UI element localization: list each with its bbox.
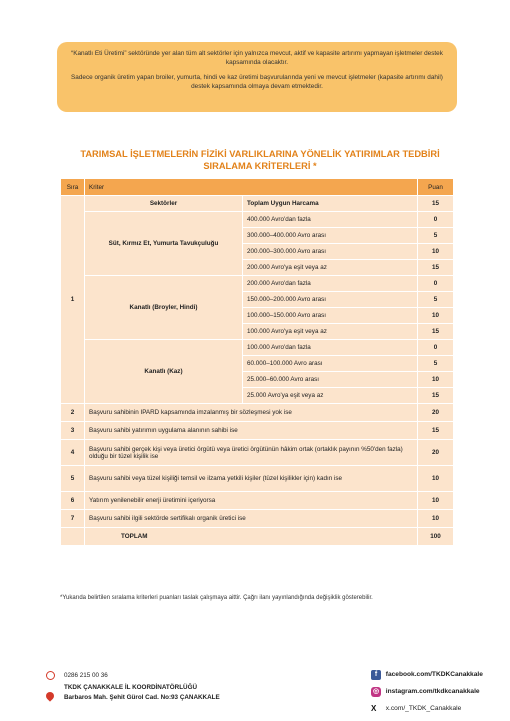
table-row	[61, 466, 454, 492]
row-score: 20	[418, 440, 454, 466]
notice-paragraph-2: Sadece organik üretim yapan broiler, yumurta, hindi ve kaz üretimi başvurularında yeni ve mevcut işletmeler (kapasite artırımı dahil) destek kapsamında olmaya devam etmektedir.	[71, 74, 443, 90]
social-links	[371, 670, 483, 721]
expense-range: 60.000–100.000 Avro arası	[243, 356, 418, 372]
range-score: 0	[418, 212, 454, 228]
document-title	[60, 148, 460, 172]
row-number: 7	[61, 510, 85, 528]
footer	[0, 660, 510, 721]
sector-name: Süt, Kırmız Et, Yumurta Tavukçuluğu	[85, 212, 243, 276]
table-row	[61, 492, 454, 510]
expense-range: 200.000 Avro'ya eşit veya az	[243, 260, 418, 276]
sector-name: Kanatlı (Kaz)	[85, 340, 243, 404]
table-row	[61, 422, 454, 440]
criterion-text: Başvuru sahibi yatırımın uygulama alanının sahibi ise	[85, 422, 418, 440]
address: Barbaros Mah. Şehit Gürol Cad. No:93 ÇANAKKALE	[64, 694, 220, 701]
phone-number: 0286 215 00 36	[64, 672, 108, 679]
row-number: 4	[61, 440, 85, 466]
x-icon: X	[371, 704, 377, 713]
expense-range: 100.000–150.000 Avro arası	[243, 308, 418, 324]
range-score: 15	[418, 324, 454, 340]
range-score: 5	[418, 356, 454, 372]
footnote: *Yukarıda belirtilen sıralama kriterleri puanları taslak çalışmaya aittir. Çağrı ilanı yayınlandığında değişiklik gösterebilir.	[60, 595, 373, 601]
criterion-text: Başvuru sahibi ilgili sektörde sertifikalı organik üretici ise	[85, 510, 418, 528]
expense-range: 100.000 Avro'dan fazla	[243, 340, 418, 356]
expense-range: 150.000–200.000 Avro arası	[243, 292, 418, 308]
row-number: 1	[61, 196, 85, 404]
criterion-text: Başvuru sahibi gerçek kişi veya üretici örgütü veya üretici örgütünün hâkim ortak (ortaklık payının %50'den fazla) olduğu bir tüzel kişilik ise	[85, 440, 418, 466]
expense-range: 200.000–300.000 Avro arası	[243, 244, 418, 260]
header-sira: Sıra	[61, 179, 85, 196]
expense-range: 100.000 Avro'ya eşit veya az	[243, 324, 418, 340]
range-score: 10	[418, 308, 454, 324]
row-score: 10	[418, 466, 454, 492]
title-line-2: SIRALAMA KRİTERLERİ *	[203, 161, 317, 171]
x-link[interactable]	[371, 704, 483, 721]
criterion-text: Yatırım yenilenebilir enerji üretimini içeriyorsa	[85, 492, 418, 510]
instagram-handle: instagram.com/tkdkcanakkale	[385, 688, 480, 695]
table-row	[61, 404, 454, 422]
title-line-1: TARIMSAL İŞLETMELERİN FİZİKİ VARLIKLARINA YÖNELİK YATIRIMLAR TEDBİRİ	[80, 149, 440, 159]
range-score: 5	[418, 292, 454, 308]
expense-range: 200.000 Avro'dan fazla	[243, 276, 418, 292]
notice-paragraph-1: “Kanatlı Eti Üretimi” sektöründe yer alan tüm alt sektörler için yalnızca mevcut, aktif ve kapasite artırımı yapmayan işletmeler destek kapsamında olacaktır.	[71, 50, 443, 66]
row-number: 5	[61, 466, 85, 492]
phone-row	[48, 670, 220, 682]
row-number: 6	[61, 492, 85, 510]
notice-box	[57, 42, 457, 112]
facebook-link[interactable]	[371, 670, 483, 687]
expense-range: 300.000–400.000 Avro arası	[243, 228, 418, 244]
table-row	[61, 528, 454, 546]
row-score: 10	[418, 510, 454, 528]
header-puan: Puan	[418, 179, 454, 196]
instagram-icon: ◎	[372, 688, 380, 695]
range-score: 10	[418, 372, 454, 388]
total-label: TOPLAM	[85, 528, 418, 546]
sector-header: Sektörler	[85, 196, 243, 212]
row-score: 15	[418, 196, 454, 212]
facebook-icon: f	[371, 670, 381, 680]
facebook-handle: facebook.com/TKDKCanakkale	[385, 671, 483, 678]
range-score: 5	[418, 228, 454, 244]
table-header-row	[61, 179, 454, 196]
range-score: 15	[418, 388, 454, 404]
expense-range: 25.000 Avro'ya eşit veya az	[243, 388, 418, 404]
table-row	[61, 340, 454, 356]
address-row	[48, 692, 220, 704]
table-row	[61, 510, 454, 528]
instagram-link[interactable]	[371, 687, 483, 704]
criteria-table	[60, 178, 454, 546]
range-score: 0	[418, 340, 454, 356]
total-score: 100	[418, 528, 454, 546]
criterion-text: Başvuru sahibinin IPARD kapsamında imzalanmış bir sözleşmesi yok ise	[85, 404, 418, 422]
header-kriter: Kriter	[85, 179, 418, 196]
range-score: 15	[418, 260, 454, 276]
row-number: 2	[61, 404, 85, 422]
table-row	[61, 276, 454, 292]
table-row	[61, 440, 454, 466]
table-row	[61, 196, 454, 212]
x-handle: x.com/_TKDK_Canakkale	[385, 705, 462, 712]
table-row	[61, 212, 454, 228]
sector-name: Kanatlı (Broyler, Hindi)	[85, 276, 243, 340]
phone-icon	[46, 671, 55, 680]
range-score: 0	[418, 276, 454, 292]
range-score: 10	[418, 244, 454, 260]
office-name: TKDK ÇANAKKALE İL KOORDİNATÖRLÜĞÜ	[64, 684, 198, 691]
expense-range: 25.000–60.000 Avro arası	[243, 372, 418, 388]
row-number: 3	[61, 422, 85, 440]
expense-header: Toplam Uygun Harcama	[243, 196, 418, 212]
total-empty-cell	[61, 528, 85, 546]
criterion-text: Başvuru sahibi veya tüzel kişiliği temsil ve ilzama yetkili kişiler (tüzel kişilikler için) kadın ise	[85, 466, 418, 492]
row-score: 15	[418, 422, 454, 440]
row-score: 20	[418, 404, 454, 422]
expense-range: 400.000 Avro'dan fazla	[243, 212, 418, 228]
row-score: 10	[418, 492, 454, 510]
contact-info	[48, 670, 220, 704]
